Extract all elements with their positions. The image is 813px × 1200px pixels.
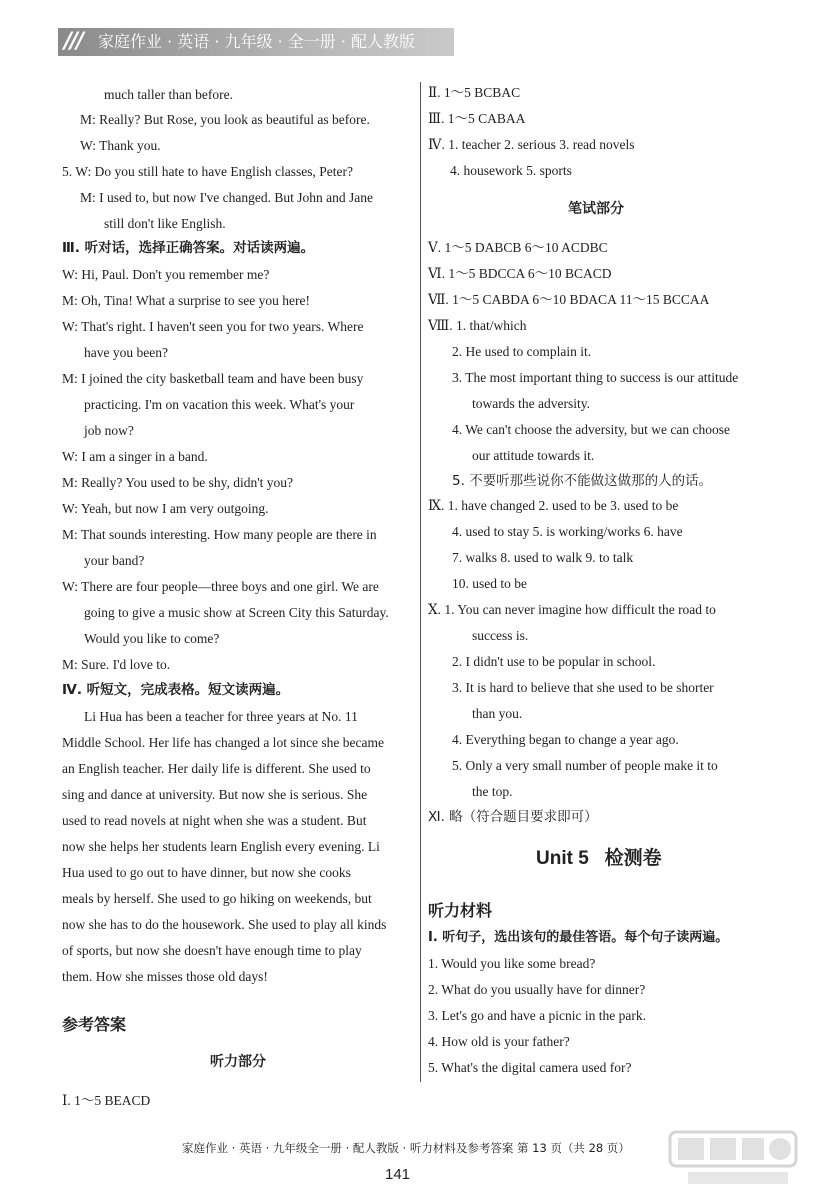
answer-line: Ⅴ. 1～5 DABCB 6～10 ACDBC — [428, 240, 608, 255]
passage-line: Hua used to go out to have dinner, but now she cooks — [62, 865, 351, 880]
passage-line: of sports, but now she doesn't have enough time to play — [62, 943, 362, 958]
dialogue-line: still don't like English. — [104, 216, 226, 231]
question-line: 4. How old is your father? — [428, 1034, 570, 1049]
answer-line: Ⅶ. 1～5 CABDA 6～10 BDACA 11～15 BCCAA — [428, 292, 710, 307]
listening-material-title: 听力材料 — [428, 901, 493, 920]
stripe-decoration-icon: /// — [64, 29, 83, 54]
section-4-title: Ⅳ. 听短文，完成表格。短文读两遍。 — [62, 682, 290, 698]
header-title: 家庭作业 · 英语 · 九年级 · 全一册 · 配人教版 — [98, 32, 416, 51]
unit-heading-zh: 检测卷 — [604, 847, 662, 869]
column-divider — [420, 82, 421, 1082]
answer-line: Ⅰ. 1～5 BEACD — [62, 1093, 151, 1108]
reference-answers-title: 参考答案 — [62, 1015, 127, 1034]
answer-line: Ⅷ. 1. that/which — [428, 318, 527, 333]
dialogue-line: W: There are four people—three boys and one girl. We are — [62, 579, 379, 594]
dialogue-line: M: Really? But Rose, you look as beautiful as before. — [80, 112, 370, 127]
written-part-title: 笔试部分 — [568, 201, 624, 217]
answer-line: 5. 不要听那些说你不能做这做那的人的话。 — [452, 473, 713, 489]
unit-heading — [536, 846, 662, 872]
answer-line: success is. — [472, 628, 529, 643]
dialogue-line: W: That's right. I haven't seen you for two years. Where — [62, 319, 364, 334]
passage-line: Middle School. Her life has changed a lot since she became — [62, 735, 385, 750]
dialogue-line: M: I joined the city basketball team and have been busy — [62, 371, 364, 386]
page-number: 141 — [385, 1166, 411, 1183]
dialogue-line: M: Oh, Tina! What a surprise to see you here! — [62, 293, 310, 308]
dialogue-line: W: I am a singer in a band. — [62, 449, 208, 464]
answer-line: Ⅸ. 1. have changed 2. used to be 3. used to be — [428, 498, 679, 513]
question-line: 3. Let's go and have a picnic in the park. — [428, 1008, 646, 1023]
question-line: 1. Would you like some bread? — [428, 956, 596, 971]
dialogue-line: practicing. I'm on vacation this week. What's your — [84, 397, 355, 412]
unit-heading-en: Unit 5 — [536, 848, 589, 869]
answer-line: 4. used to stay 5. is working/works 6. have — [452, 524, 683, 539]
dialogue-line: have you been? — [84, 345, 168, 360]
dialogue-line: your band? — [84, 553, 145, 568]
dialogue-line: W: Hi, Paul. Don't you remember me? — [62, 267, 270, 282]
passage-line: now she helps her students learn English every evening. Li — [62, 839, 380, 854]
passage-line: meals by herself. She used to go hiking on weekends, but — [62, 891, 372, 906]
answer-line: Ⅺ. 略（符合题目要求即可） — [428, 809, 598, 825]
dialogue-line: much taller than before. — [104, 87, 233, 102]
answer-line: the top. — [472, 784, 513, 799]
answer-line: Ⅹ. 1. You can never imagine how difficult the road to — [428, 602, 716, 617]
passage-line: sing and dance at university. But now she is serious. She — [62, 787, 368, 802]
dialogue-line: Would you like to come? — [84, 631, 220, 646]
answer-line: towards the adversity. — [472, 396, 590, 411]
passage-line: them. How she misses those old days! — [62, 969, 268, 984]
answer-line: Ⅲ. 1～5 CABAA — [428, 111, 526, 126]
dialogue-line: M: Sure. I'd love to. — [62, 657, 171, 672]
dialogue-line: M: Really? You used to be shy, didn't you? — [62, 475, 294, 490]
answer-line: 2. I didn't use to be popular in school. — [452, 654, 656, 669]
dialogue-line: W: Yeah, but now I am very outgoing. — [62, 501, 269, 516]
answer-line: 10. used to be — [452, 576, 527, 591]
answer-line: Ⅳ. 1. teacher 2. serious 3. read novels — [428, 137, 635, 152]
answer-line: our attitude towards it. — [472, 448, 595, 463]
listening-part-title: 听力部分 — [210, 1054, 266, 1070]
answer-line: 4. We can't choose the adversity, but we can choose — [452, 422, 731, 437]
footer-text: 家庭作业 · 英语 · 九年级全一册 · 配人教版 · 听力材料及参考答案 第 13 页（共 28 页） — [182, 1141, 630, 1155]
answer-line: Ⅵ. 1～5 BDCCA 6～10 BCACD — [428, 266, 612, 281]
answer-line: Ⅱ. 1～5 BCBAC — [428, 85, 521, 100]
dialogue-line: W: Thank you. — [80, 138, 161, 153]
dialogue-line: 5. W: Do you still hate to have English classes, Peter? — [62, 164, 353, 179]
answer-line: 2. He used to complain it. — [452, 344, 592, 359]
dialogue-line: M: I used to, but now I've changed. But John and Jane — [80, 190, 374, 205]
dialogue-line: job now? — [84, 423, 134, 438]
section-3-title: Ⅲ. 听对话，选择正确答案。对话读两遍。 — [62, 240, 315, 256]
question-line: 2. What do you usually have for dinner? — [428, 982, 646, 997]
passage-line: used to read novels at night when she was a student. But — [62, 813, 367, 828]
answer-line: 4. housework 5. sports — [450, 163, 572, 178]
dialogue-line: going to give a music show at Screen City this Saturday. — [84, 605, 389, 620]
passage-line: now she has to do the housework. She used to play all kinds — [62, 917, 387, 932]
answer-line: 4. Everything began to change a year ago. — [452, 732, 679, 747]
answer-line: 5. Only a very small number of people make it to — [452, 758, 718, 773]
dialogue-line: M: That sounds interesting. How many people are there in — [62, 527, 377, 542]
question-line: 5. What's the digital camera used for? — [428, 1060, 632, 1075]
page-header-banner — [58, 28, 454, 56]
answer-line: 3. It is hard to believe that she used to be shorter — [452, 680, 714, 695]
passage-line: Li Hua has been a teacher for three years at No. 11 — [84, 709, 358, 724]
watermark-logo-icon — [668, 1128, 798, 1188]
answer-line: 3. The most important thing to success is our attitude — [452, 370, 739, 385]
answer-line: 7. walks 8. used to walk 9. to talk — [452, 550, 634, 565]
answer-line: than you. — [472, 706, 523, 721]
section-1-title: Ⅰ. 听句子，选出该句的最佳答语。每个句子读两遍。 — [428, 930, 729, 945]
passage-line: an English teacher. Her daily life is different. She used to — [62, 761, 371, 776]
